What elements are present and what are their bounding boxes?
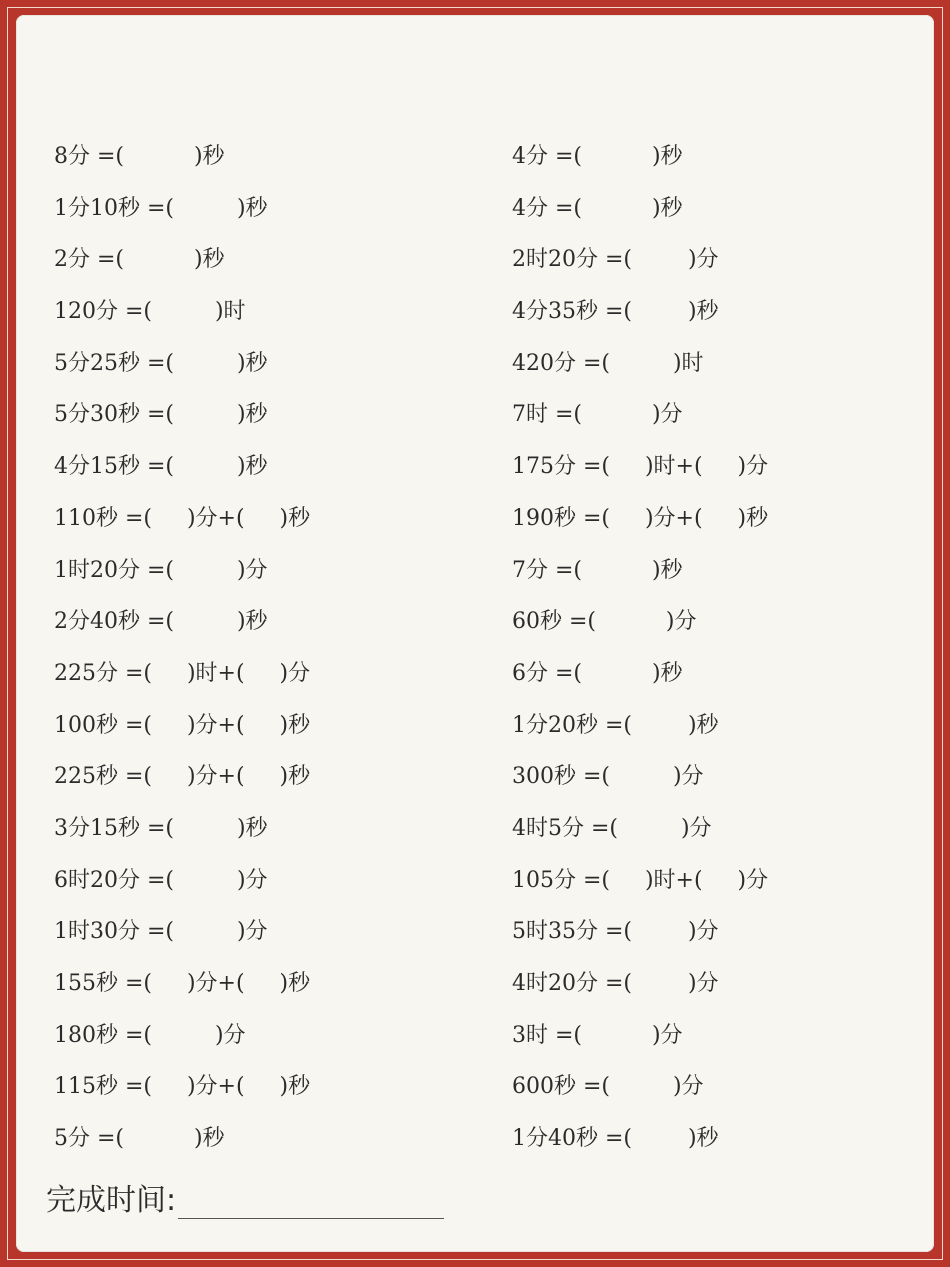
exercise-row: 5分25秒 =( )秒 xyxy=(54,350,268,376)
exercise-row: 1分10秒 =( )秒 xyxy=(54,195,268,221)
exercise-row: 110秒 =( )分+( )秒 xyxy=(54,505,311,531)
exercise-row: 1时20分 =( )分 xyxy=(54,557,268,583)
exercise-row: 8分 =( )秒 xyxy=(54,144,225,169)
completion-time-label: 完成时间: xyxy=(46,1183,177,1218)
exercise-row: 2时20分 =( )分 xyxy=(512,247,719,273)
exercise-row: 4分 =( )秒 xyxy=(512,195,683,221)
exercise-row: 420分 =( )时 xyxy=(512,350,704,376)
exercise-row: 5分30秒 =( )秒 xyxy=(54,402,268,428)
exercise-row: 4时5分 =( )分 xyxy=(512,815,712,841)
exercise-row: 4分35秒 =( )秒 xyxy=(512,299,719,325)
exercise-row: 2分40秒 =( )秒 xyxy=(54,609,268,635)
exercise-row: 105分 =( )时+( )分 xyxy=(512,867,769,893)
exercise-row: 2分 =( )秒 xyxy=(54,247,225,273)
exercise-row: 300秒 =( )分 xyxy=(512,764,704,790)
completion-time-footer xyxy=(46,1175,444,1219)
exercise-row: 5分 =( )秒 xyxy=(54,1126,225,1152)
exercise-row: 1时30分 =( )分 xyxy=(54,919,268,945)
exercise-row: 225秒 =( )分+( )秒 xyxy=(54,764,311,790)
exercise-row: 180秒 =( )分 xyxy=(54,1022,246,1048)
exercise-row: 7时 =( )分 xyxy=(512,402,683,428)
exercise-row: 3时 =( )分 xyxy=(512,1022,683,1048)
exercise-row: 7分 =( )秒 xyxy=(512,557,683,583)
exercise-row: 6分 =( )秒 xyxy=(512,660,683,686)
exercise-row: 115秒 =( )分+( )秒 xyxy=(54,1074,311,1100)
right-exercise-column xyxy=(512,140,768,1174)
exercise-row: 60秒 =( )分 xyxy=(512,609,697,635)
exercise-row: 100秒 =( )分+( )秒 xyxy=(54,712,311,738)
exercise-row: 4分 =( )秒 xyxy=(512,144,683,169)
exercise-row: 4时20分 =( )分 xyxy=(512,971,719,996)
exercise-row: 4分15秒 =( )秒 xyxy=(54,454,268,480)
exercise-row: 1分40秒 =( )秒 xyxy=(512,1126,719,1152)
exercise-row: 1分20秒 =( )秒 xyxy=(512,712,719,738)
exercise-row: 600秒 =( )分 xyxy=(512,1074,704,1100)
completion-time-blank-line[interactable] xyxy=(178,1182,444,1219)
exercise-row: 190秒 =( )分+( )秒 xyxy=(512,505,769,531)
left-exercise-column xyxy=(54,140,310,1174)
exercise-row: 175分 =( )时+( )分 xyxy=(512,454,769,480)
exercise-row: 3分15秒 =( )秒 xyxy=(54,815,268,841)
exercise-row: 225分 =( )时+( )分 xyxy=(54,660,311,686)
exercise-row: 120分 =( )时 xyxy=(54,299,246,325)
exercise-row: 5时35分 =( )分 xyxy=(512,919,719,945)
exercise-row: 6时20分 =( )分 xyxy=(54,867,268,893)
exercise-row: 155秒 =( )分+( )秒 xyxy=(54,971,311,996)
